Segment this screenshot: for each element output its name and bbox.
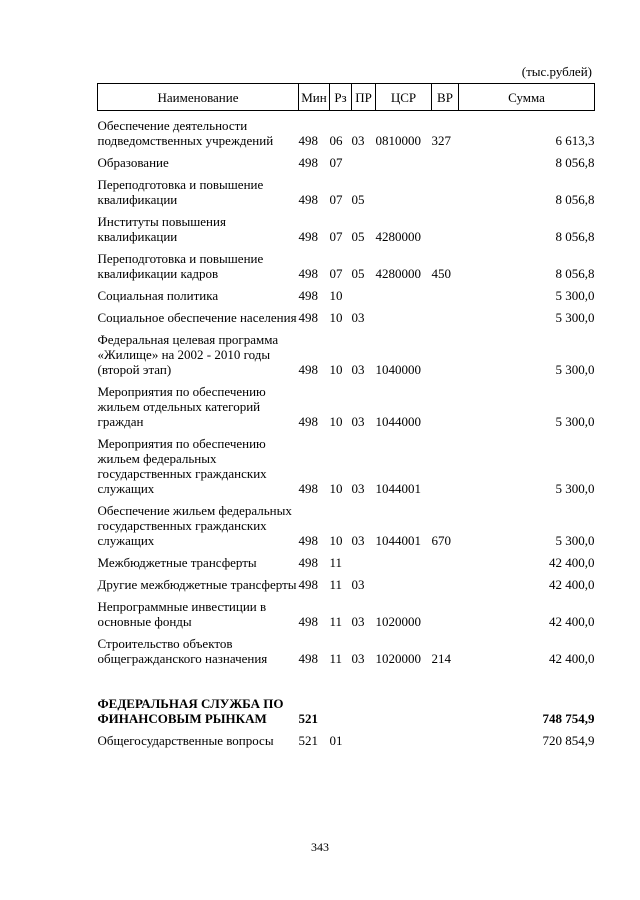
cell-vr	[432, 436, 459, 496]
table-row	[98, 118, 595, 148]
cell-vr: 214	[431, 651, 451, 666]
cell-sum: 8 056,8	[555, 266, 595, 281]
cell-csr: 1044001	[375, 533, 421, 548]
cell-pr: 03	[351, 310, 365, 325]
cell-sum: 720 854,9	[542, 733, 595, 748]
cell-pr: 05	[351, 229, 365, 244]
cell-vr	[432, 310, 459, 325]
cell-pr: 03	[351, 362, 365, 377]
cell-sum: 748 754,9	[542, 711, 595, 726]
cell-min: 498	[298, 651, 318, 666]
cell-sum: 8 056,8	[555, 192, 595, 207]
cell-min: 498	[298, 362, 318, 377]
row-spacer	[98, 548, 595, 555]
cell-min: 498	[298, 555, 318, 570]
table-row	[98, 436, 595, 496]
cell-name: Обеспечение жильем федеральных государственных гражданских служащих	[97, 503, 292, 548]
cell-rz: 10	[329, 414, 343, 429]
cell-sum: 8 056,8	[555, 229, 595, 244]
row-spacer	[98, 281, 595, 288]
cell-vr	[432, 599, 459, 629]
cell-sum: 42 400,0	[549, 614, 595, 629]
cell-csr	[376, 555, 432, 570]
cell-csr: 0810000	[375, 133, 421, 148]
cell-csr	[376, 177, 432, 207]
table-row	[98, 696, 595, 726]
table-row	[98, 636, 595, 666]
cell-min: 498	[298, 192, 318, 207]
cell-sum: 42 400,0	[549, 651, 595, 666]
cell-csr: 1044001	[375, 481, 421, 496]
table-row	[98, 599, 595, 629]
cell-name: Строительство объектов общегражданского назначения	[97, 636, 268, 666]
cell-name: Переподготовка и повышение квалификации кадров	[97, 251, 264, 281]
cell-min: 498	[298, 533, 318, 548]
table-row	[98, 577, 595, 592]
table-row	[98, 155, 595, 170]
cell-pr: 05	[351, 192, 365, 207]
cell-rz: 11	[329, 577, 343, 592]
row-spacer	[98, 666, 595, 696]
cell-rz: 10	[329, 533, 343, 548]
row-spacer	[98, 629, 595, 636]
cell-pr: 03	[351, 533, 365, 548]
cell-sum: 5 300,0	[555, 414, 595, 429]
cell-sum: 6 613,3	[555, 133, 595, 148]
table-row	[98, 555, 595, 570]
cell-pr	[352, 555, 376, 570]
table-row	[98, 310, 595, 325]
cell-csr: 1020000	[375, 651, 421, 666]
row-spacer	[98, 207, 595, 214]
cell-vr: 670	[431, 533, 451, 548]
cell-pr	[352, 696, 376, 726]
header-rz: Рз	[330, 84, 352, 111]
row-spacer	[98, 244, 595, 251]
cell-vr	[432, 696, 459, 726]
cell-rz: 10	[329, 288, 343, 303]
table-row	[98, 733, 595, 748]
cell-min: 498	[298, 155, 318, 170]
row-spacer	[98, 570, 595, 577]
cell-name: Переподготовка и повышение квалификации	[97, 177, 264, 207]
row-spacer	[98, 303, 595, 310]
cell-rz: 10	[329, 310, 343, 325]
cell-rz: 10	[329, 362, 343, 377]
cell-rz	[330, 696, 352, 726]
table-row	[98, 251, 595, 281]
header-min: Мин	[299, 84, 330, 111]
cell-name: Институты повышения квалификации	[97, 214, 226, 244]
cell-sum: 5 300,0	[555, 362, 595, 377]
cell-pr	[352, 155, 376, 170]
cell-csr: 1040000	[375, 362, 421, 377]
cell-name: Непрограммные инвестиции в основные фонды	[97, 599, 267, 629]
cell-vr: 327	[431, 133, 451, 148]
unit-note: (тыс.рублей)	[521, 64, 592, 79]
cell-vr: 450	[431, 266, 451, 281]
cell-min: 498	[298, 614, 318, 629]
cell-vr	[432, 155, 459, 170]
row-spacer	[98, 429, 595, 436]
cell-vr	[432, 555, 459, 570]
cell-csr	[376, 733, 432, 748]
cell-csr	[376, 310, 432, 325]
cell-name: Другие межбюджетные трансферты	[97, 577, 297, 592]
cell-vr	[432, 332, 459, 377]
cell-sum: 5 300,0	[555, 310, 595, 325]
cell-sum: 5 300,0	[555, 288, 595, 303]
cell-name: Общегосударственные вопросы	[97, 733, 274, 748]
cell-min: 498	[298, 288, 318, 303]
cell-min: 498	[298, 133, 318, 148]
row-spacer	[98, 592, 595, 599]
cell-pr: 03	[351, 577, 365, 592]
cell-name: ФЕДЕРАЛЬНАЯ СЛУЖБА ПО ФИНАНСОВЫМ РЫНКАМ	[97, 696, 284, 726]
cell-rz: 11	[329, 555, 343, 570]
cell-name: Социальное обеспечение населения	[97, 310, 297, 325]
cell-pr	[352, 733, 376, 748]
cell-min: 521	[298, 733, 318, 748]
cell-vr	[432, 733, 459, 748]
table-header-row	[98, 84, 595, 111]
row-spacer	[98, 496, 595, 503]
cell-pr: 03	[351, 414, 365, 429]
cell-name: Мероприятия по обеспечению жильем федеральных государственных гражданских служащих	[97, 436, 267, 496]
cell-name: Мероприятия по обеспечению жильем отдельных категорий граждан	[97, 384, 266, 429]
header-vr: ВР	[432, 84, 459, 111]
cell-vr	[432, 214, 459, 244]
cell-rz: 07	[329, 229, 343, 244]
cell-sum: 42 400,0	[549, 577, 595, 592]
cell-rz: 07	[329, 192, 343, 207]
cell-csr	[376, 288, 432, 303]
cell-rz: 11	[329, 614, 343, 629]
cell-name: Образование	[97, 155, 169, 170]
row-spacer	[98, 148, 595, 155]
table-row	[98, 214, 595, 244]
cell-min: 498	[298, 229, 318, 244]
table-row	[98, 384, 595, 429]
cell-sum: 42 400,0	[549, 555, 595, 570]
cell-csr	[376, 577, 432, 592]
cell-min: 498	[298, 266, 318, 281]
cell-csr: 1044000	[375, 414, 421, 429]
cell-vr	[432, 577, 459, 592]
row-spacer	[98, 325, 595, 332]
row-spacer	[98, 170, 595, 177]
row-spacer	[98, 726, 595, 733]
cell-sum: 8 056,8	[555, 155, 595, 170]
cell-name: Обеспечение деятельности подведомственных учреждений	[97, 118, 274, 148]
cell-rz: 06	[329, 133, 343, 148]
cell-pr: 03	[351, 651, 365, 666]
table-row	[98, 177, 595, 207]
cell-csr: 1020000	[375, 614, 421, 629]
header-name: Наименование	[98, 84, 299, 111]
cell-rz: 07	[329, 155, 343, 170]
budget-table	[97, 83, 595, 748]
cell-pr: 05	[351, 266, 365, 281]
cell-min: 521	[298, 711, 318, 726]
cell-sum: 5 300,0	[555, 481, 595, 496]
cell-pr: 03	[351, 481, 365, 496]
cell-pr: 03	[351, 133, 365, 148]
table-row	[98, 503, 595, 548]
header-csr: ЦСР	[376, 84, 432, 111]
cell-pr: 03	[351, 614, 365, 629]
cell-name: Межбюджетные трансферты	[97, 555, 257, 570]
row-spacer	[98, 111, 595, 119]
cell-csr	[376, 155, 432, 170]
cell-min: 498	[298, 310, 318, 325]
cell-rz: 07	[329, 266, 343, 281]
header-sum: Сумма	[459, 84, 595, 111]
cell-rz: 10	[329, 481, 343, 496]
cell-csr	[376, 696, 432, 726]
cell-vr	[432, 288, 459, 303]
cell-rz: 11	[329, 651, 343, 666]
table-row	[98, 288, 595, 303]
header-pr: ПР	[352, 84, 376, 111]
cell-name: Социальная политика	[97, 288, 219, 303]
cell-min: 498	[298, 481, 318, 496]
page-number: 343	[311, 840, 329, 854]
cell-min: 498	[298, 577, 318, 592]
row-spacer	[98, 377, 595, 384]
cell-vr	[432, 384, 459, 429]
cell-sum: 5 300,0	[555, 533, 595, 548]
cell-pr	[352, 288, 376, 303]
cell-csr: 4280000	[375, 229, 421, 244]
table-row	[98, 332, 595, 377]
cell-name: Федеральная целевая программа «Жилище» на 2002 - 2010 годы (второй этап)	[97, 332, 279, 377]
cell-csr: 4280000	[375, 266, 421, 281]
cell-vr	[432, 177, 459, 207]
cell-rz: 01	[329, 733, 343, 748]
cell-min: 498	[298, 414, 318, 429]
